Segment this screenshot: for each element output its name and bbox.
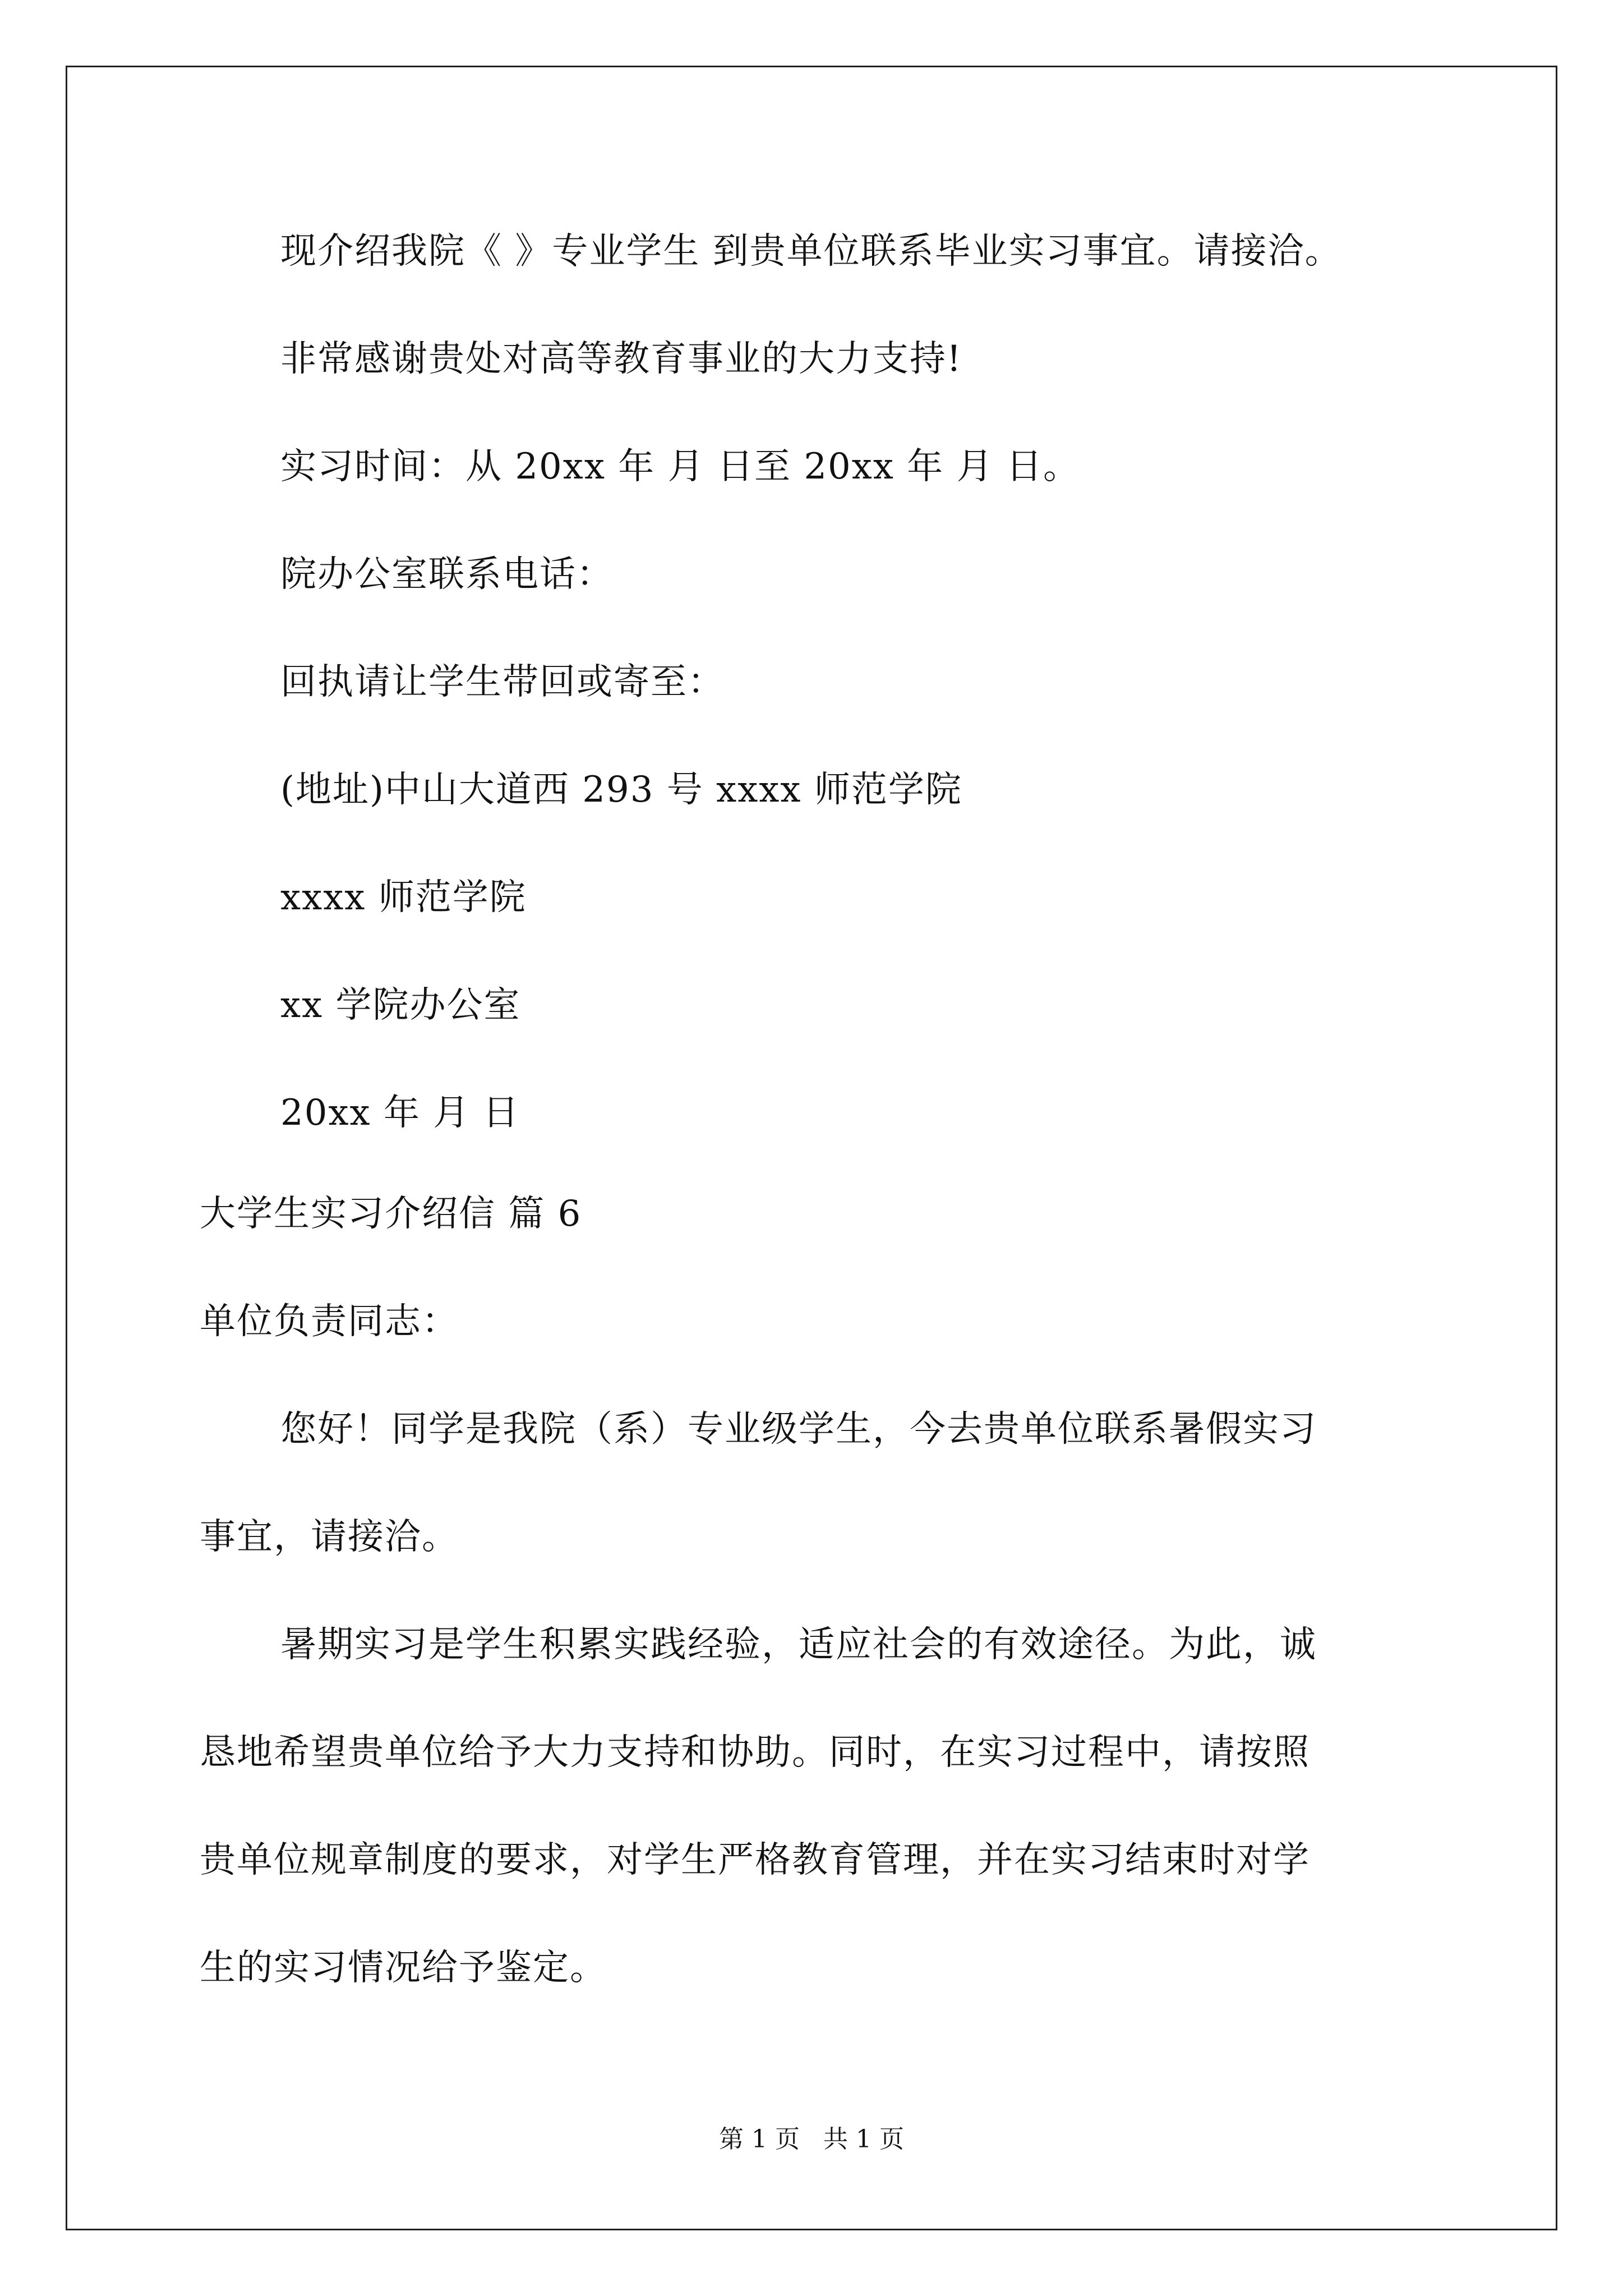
paragraph-line: 您好！同学是我院（系）专业级学生，今去贵单位联系暑假实习 [280, 1409, 1317, 1450]
paragraph-line: 现介绍我院《 》专业学生 到贵单位联系毕业实习事宜。请接洽。 [280, 231, 1342, 272]
paragraph-line: 实习时间：从 20xx 年 月 日至 20xx 年 月 日。 [280, 446, 1080, 487]
paragraph-line: 事宜，请接洽。 [200, 1516, 459, 1558]
paragraph-line: 回执请让学生带回或寄至： [280, 661, 725, 703]
paragraph-line: 院办公室联系电话： [280, 554, 614, 595]
paragraph-line: 贵单位规章制度的要求，对学生严格教育管理，并在实习结束时对学 [200, 1839, 1310, 1881]
signature-date: 20xx 年 月 日 [280, 1092, 520, 1134]
salutation: 单位负责同志： [200, 1301, 459, 1342]
paragraph-line: 非常感谢贵处对高等教育事业的大力支持! [280, 338, 962, 380]
address-line: (地址)中山大道西 293 号 xxxx 师范学院 [280, 769, 962, 811]
paragraph-line: 恳地希望贵单位给予大力支持和协助。同时，在实习过程中，请按照 [200, 1732, 1310, 1773]
signature-office: xx 学院办公室 [280, 984, 521, 1026]
paragraph-line: 生的实习情况给予鉴定。 [200, 1947, 607, 1989]
page-footer: 第 1 页 共 1 页 [719, 2125, 904, 2154]
paragraph-line: 暑期实习是学生积累实践经验，适应社会的有效途径。为此，诚 [280, 1624, 1317, 1665]
section-heading: 大学生实习介绍信 篇 6 [200, 1193, 582, 1235]
signature-institution: xxxx 师范学院 [280, 877, 527, 918]
page-border [66, 66, 1557, 2230]
